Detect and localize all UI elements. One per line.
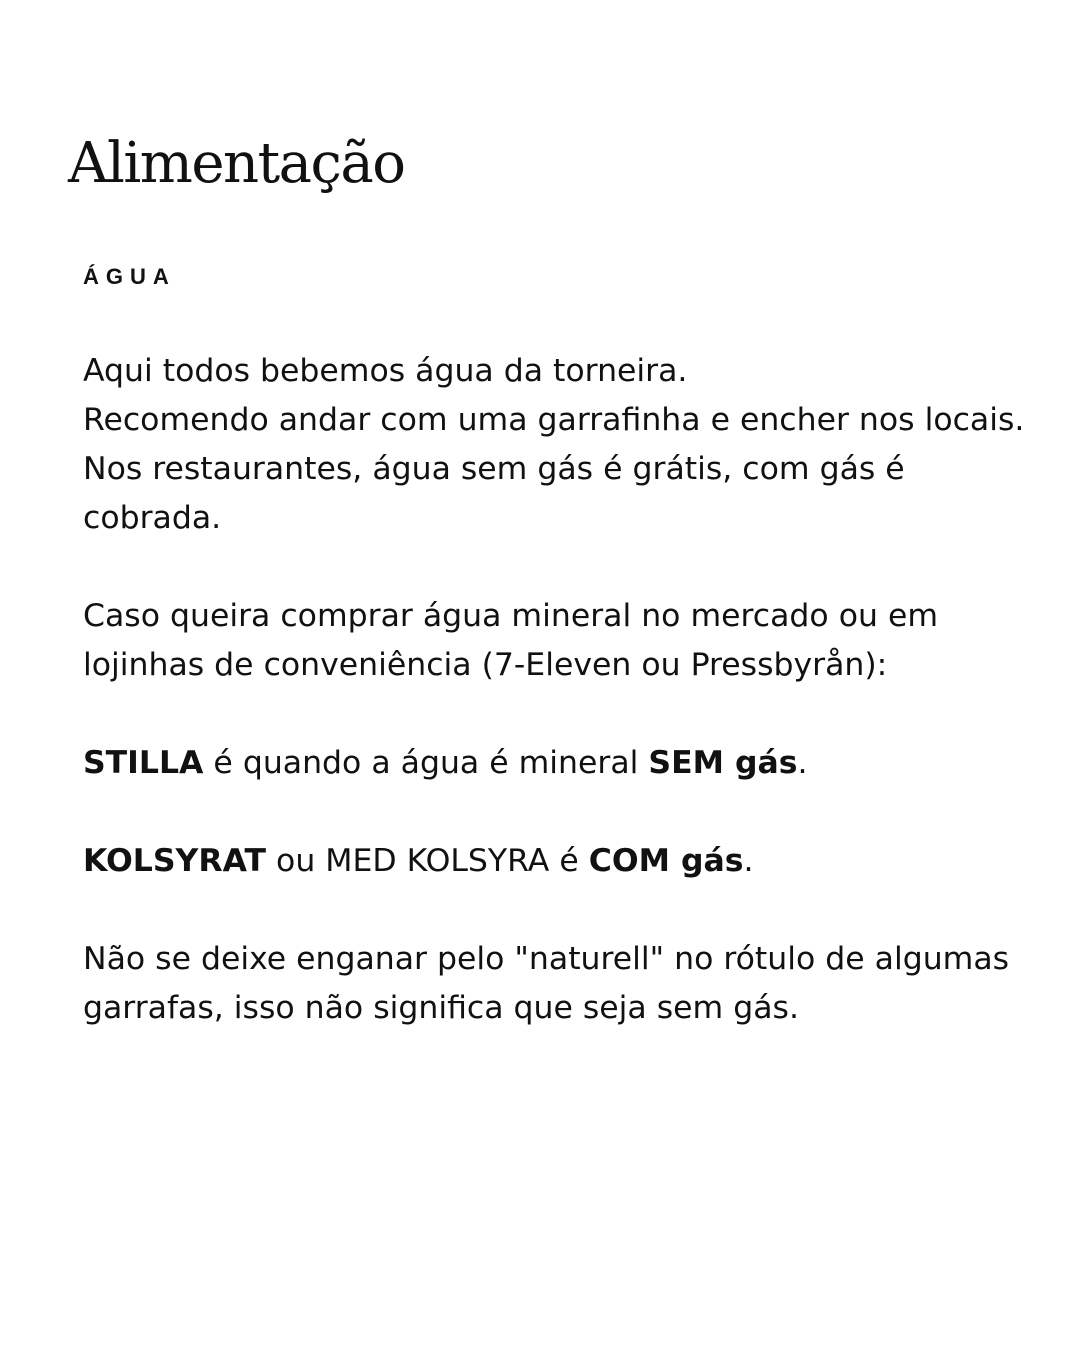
paragraph-kolsyrat [83,837,1043,886]
term-kolsyrat: KOLSYRAT [83,843,267,879]
term-stilla: STILLA [83,745,204,781]
kolsyrat-text: ou MED KOLSYRA é [266,843,589,879]
paragraph-bottle-tip: Recomendo andar com uma garrafinha e encher nos locais. Nos restaurantes, água sem gás é grátis, com gás é cobrada. [83,402,1025,536]
section-label: ÁGUA [83,264,176,289]
kolsyrat-end: . [743,843,754,879]
page-title: Alimentação [68,131,405,196]
paragraph-naturell-warning: Não se deixe enganar pelo "naturell" no rótulo de algumas garrafas, isso não significa que seja sem gás. [83,941,1010,1026]
paragraph-stilla [83,739,1043,788]
stilla-text: é quando a água é mineral [203,745,649,781]
article-body [83,347,1043,1033]
stilla-emphasis: SEM gás [648,745,798,781]
kolsyrat-emphasis: COM gás [588,843,744,879]
stilla-end: . [797,745,808,781]
paragraph-buying-water: Caso queira comprar água mineral no mercado ou em lojinhas de conveniência (7-Eleven ou Pressbyrån): [83,598,939,683]
paragraph-tap-water: Aqui todos bebemos água da torneira. [83,353,688,389]
